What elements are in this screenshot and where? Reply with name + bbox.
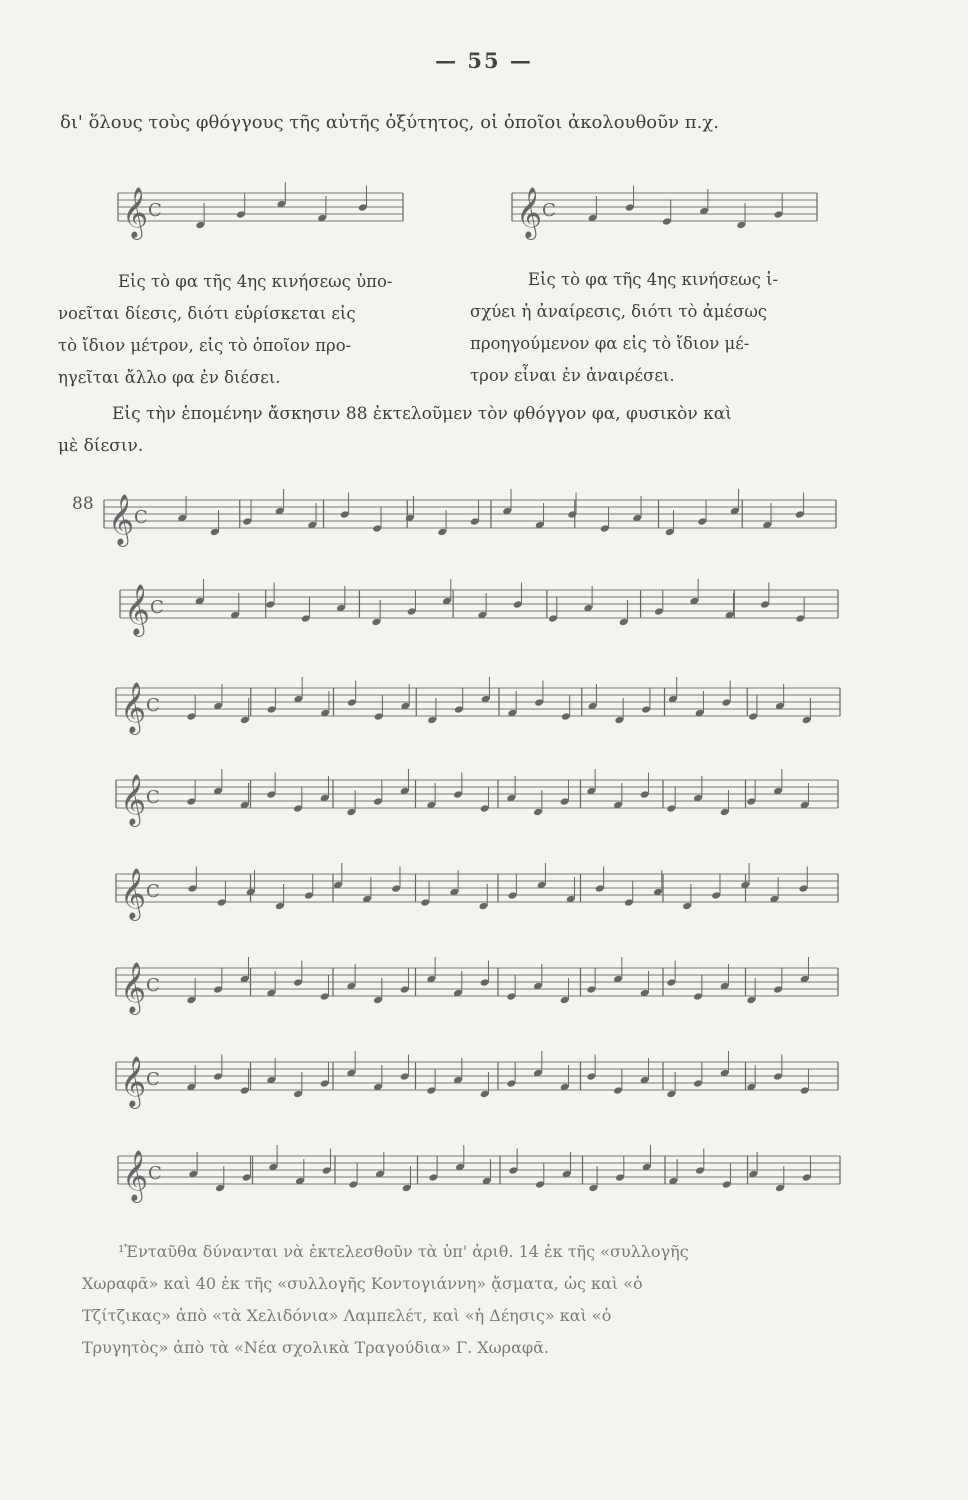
treble-clef-icon: 𝄞	[120, 1056, 147, 1107]
common-time-icon: C	[146, 1069, 160, 1090]
common-time-icon: C	[148, 200, 162, 221]
left-example-staff	[118, 175, 403, 245]
footnote-line-4: Τρυγητὸς» ἀπὸ τὰ «Νέα σχολικὰ Τραγούδια» Γ. Χωραφᾶ.	[82, 1338, 549, 1357]
exercise-staff-7	[116, 1044, 838, 1114]
intro-line: δι' ὅλους τοὺς φθόγγους τῆς αὐτῆς ὀξύτητος, οἱ ὁποῖοι ἀκολουθοῦν π.χ.	[60, 112, 719, 133]
right-example-staff	[512, 175, 817, 245]
left-example-line-1: Εἰς τὸ φα τῆς 4ης κινήσεως ὑπο-	[118, 272, 393, 291]
treble-clef-icon: 𝄞	[122, 187, 149, 238]
right-example-line-1: Εἰς τὸ φα τῆς 4ης κινήσεως ἰ-	[528, 270, 779, 289]
common-time-icon: C	[146, 881, 160, 902]
treble-clef-icon: 𝄞	[108, 494, 135, 545]
treble-clef-icon: 𝄞	[122, 1150, 149, 1201]
common-time-icon: C	[134, 507, 148, 528]
common-time-icon: C	[150, 597, 164, 618]
treble-clef-icon: 𝄞	[124, 584, 151, 635]
treble-clef-icon: 𝄞	[120, 682, 147, 733]
exercise-staff-4	[116, 762, 838, 832]
right-example-line-2: σχύει ἡ ἀναίρεσις, διότι τὸ ἀμέσως	[470, 302, 768, 321]
treble-clef-icon: 𝄞	[516, 187, 543, 238]
exercise-staff-1	[104, 482, 836, 552]
left-example-line-4: ηγεῖται ἄλλο φα ἐν διέσει.	[58, 368, 281, 387]
exercise-staff-6	[116, 950, 838, 1020]
common-time-icon: C	[148, 1163, 162, 1184]
treble-clef-icon: 𝄞	[120, 868, 147, 919]
treble-clef-icon: 𝄞	[120, 962, 147, 1013]
footnote-line-1: ¹Ἐνταῦθα δύνανται νὰ ἐκτελεσθοῦν τὰ ὑπ' ἀριθ. 14 ἐκ τῆς «συλλογῆς	[118, 1242, 689, 1261]
page-number: — 55 —	[435, 48, 533, 73]
exercise-intro-line-2: μὲ δίεσιν.	[58, 436, 144, 456]
right-example-line-3: προηγούμενον φα εἰς τὸ ἴδιον μέ-	[470, 334, 750, 353]
right-example-line-4: τρον εἶναι ἐν ἀναιρέσει.	[470, 366, 675, 385]
footnote-line-2: Χωραφᾶ» καὶ 40 ἐκ τῆς «συλλογῆς Κοντογιάννη» ᾄσματα, ὡς καὶ «ὁ	[82, 1274, 643, 1293]
left-example-line-3: τὸ ἴδιον μέτρον, εἰς τὸ ὁποῖον προ-	[58, 336, 352, 355]
common-time-icon: C	[146, 695, 160, 716]
left-example-line-2: νοεῖται δίεσις, διότι εὑρίσκεται εἰς	[58, 304, 356, 323]
exercise-intro-line-1: Εἰς τὴν ἑπομένην ἄσκησιν 88 ἐκτελοῦμεν τὸν φθόγγον φα, φυσικὸν καὶ	[112, 404, 732, 424]
treble-clef-icon: 𝄞	[120, 774, 147, 825]
exercise-number: 88	[72, 494, 94, 514]
footnote-line-3: Τζίτζικας» ἀπὸ «τὰ Χελιδόνια» Λαμπελέτ, καὶ «ἡ Δέησις» καὶ «ὁ	[82, 1306, 612, 1325]
common-time-icon: C	[146, 975, 160, 996]
exercise-staff-8	[118, 1138, 840, 1208]
common-time-icon: C	[146, 787, 160, 808]
exercise-staff-5	[116, 856, 838, 926]
exercise-staff-2	[120, 572, 838, 642]
exercise-staff-3	[116, 670, 840, 740]
common-time-icon: C	[542, 200, 556, 221]
